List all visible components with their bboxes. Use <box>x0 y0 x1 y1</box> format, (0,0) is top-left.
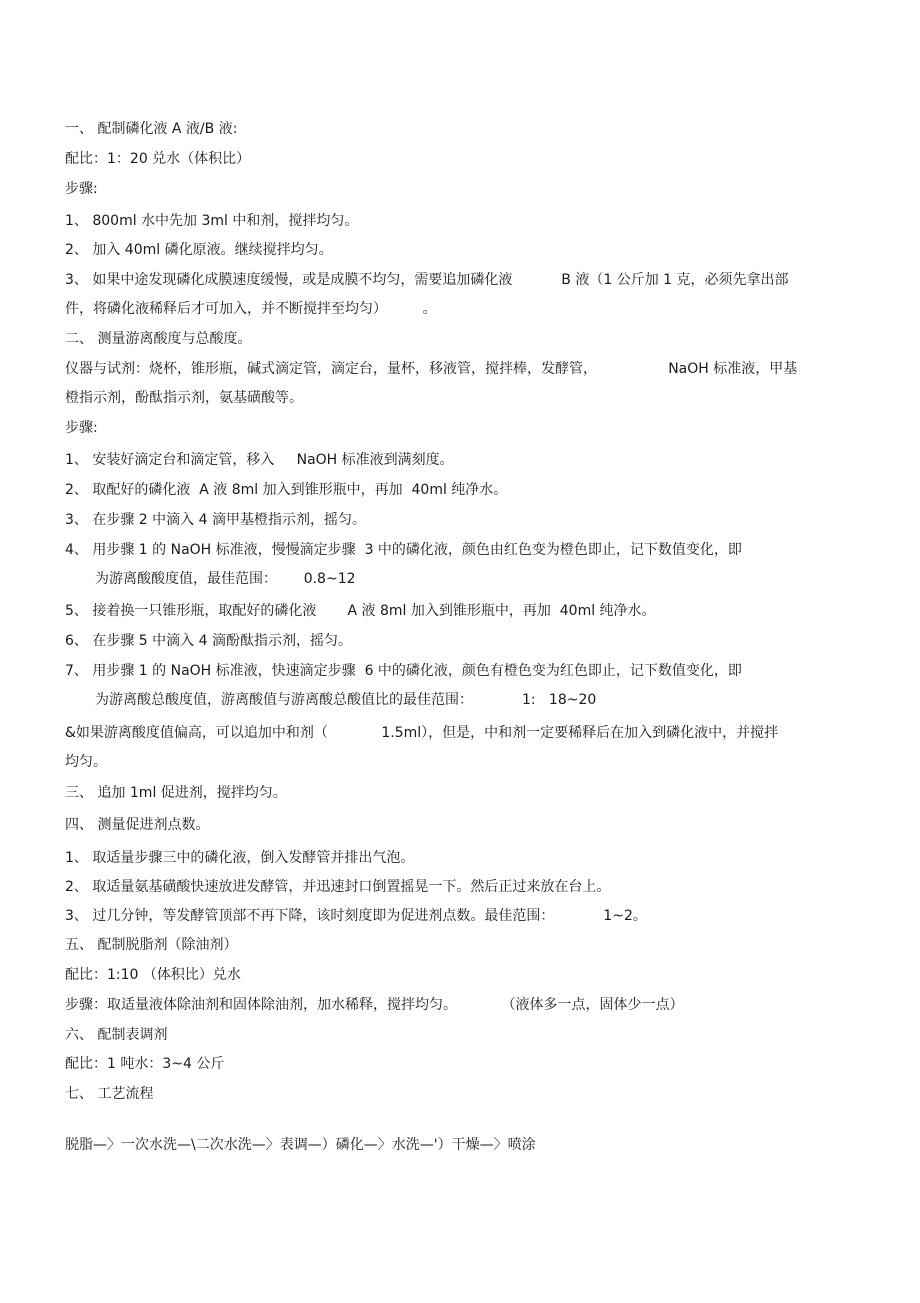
step-line: 2、 加入 40ml 磷化原液。继续搅拌均匀。 <box>65 242 333 258</box>
ratio-line: 配比：1 吨水：3~4 公斤 <box>65 1056 225 1072</box>
step-line: 1、 安装好滴定台和滴定管，移入 NaOH 标准液到满刻度。 <box>65 452 454 468</box>
step-line: 2、 取配好的磷化液 A 液 8ml 加入到锥形瓶中，再加 40ml 纯净水。 <box>65 482 508 498</box>
section-1-heading: 一、 配制磷化液 A 液/B 液: <box>65 121 238 137</box>
step-line: 7、 用步骤 1 的 NaOH 标准液，快速滴定步骤 6 中的磷化液，颜色有橙色变为红色即止，记下数值变化，即 <box>65 663 742 679</box>
step-continuation: 为游离酸酸度值，最佳范围： 0.8~12 <box>95 571 356 587</box>
step-line: 3、 在步骤 2 中滴入 4 滴甲基橙指示剂，摇匀。 <box>65 512 366 528</box>
ratio-line: 配比：1:10 （体积比）兑水 <box>65 967 241 983</box>
section-6-heading: 六、 配制表调剂 <box>65 1027 168 1043</box>
step-line: 6、 在步骤 5 中滴入 4 滴酚酞指示剂，摇匀。 <box>65 633 352 649</box>
process-flow: 脱脂—〉一次水洗—\二次水洗—〉表调—）磷化—〉水洗—'）干燥—〉喷涂 <box>65 1137 536 1153</box>
step-continuation: 件，将磷化液稀释后才可加入，并不断搅拌至均匀） 。 <box>65 301 437 317</box>
section-7-heading: 七、 工艺流程 <box>65 1086 154 1102</box>
step-line: 5、 接着换一只锥形瓶，取配好的磷化液 A 液 8ml 加入到锥形瓶中，再加 40ml 纯净水。 <box>65 603 656 619</box>
step-line: 1、 取适量步骤三中的磷化液，倒入发酵管并排出气泡。 <box>65 850 415 866</box>
steps-line: 步骤：取适量液体除油剂和固体除油剂，加水稀释，搅拌均匀。 （液体多一点，固体少一点） <box>65 997 684 1013</box>
step-line: 1、 800ml 水中先加 3ml 中和剂，搅拌均匀。 <box>65 213 359 229</box>
instruments-line: 仪器与试剂：烧杯，锥形瓶，碱式滴定管，滴定台，量杯，移液管，搅拌棒，发酵管， NaOH 标准液，甲基 <box>65 361 798 377</box>
section-3-heading: 三、 追加 1ml 促进剂，搅拌均匀。 <box>65 785 287 801</box>
section-4-heading: 四、 测量促进剂点数。 <box>65 817 210 833</box>
section-2-heading: 二、 测量游离酸度与总酸度。 <box>65 331 252 347</box>
steps-label: 步骤: <box>65 181 98 197</box>
note-line: &如果游离酸度值偏高，可以追加中和剂（ 1.5ml），但是，中和剂一定要稀释后在加入到磷化液中，并搅拌 <box>65 725 779 741</box>
steps-label: 步骤: <box>65 420 98 436</box>
note-continuation: 均匀。 <box>65 754 107 770</box>
step-line: 4、 用步骤 1 的 NaOH 标准液，慢慢滴定步骤 3 中的磷化液，颜色由红色变为橙色即止，记下数值变化，即 <box>65 542 742 558</box>
step-line: 2、 取适量氨基磺酸快速放进发酵管，并迅速封口倒置摇晃一下。然后正过来放在台上。 <box>65 879 611 895</box>
step-continuation: 为游离酸总酸度值，游离酸值与游离酸总酸值比的最佳范围： 1: 18~20 <box>95 692 597 708</box>
instruments-continuation: 橙指示剂，酚酞指示剂，氨基磺酸等。 <box>65 390 303 406</box>
step-line: 3、 如果中途发现磷化成膜速度缓慢，或是成膜不均匀，需要追加磷化液 B 液（1 公斤加 1 克，必须先拿出部 <box>65 272 789 288</box>
section-5-heading: 五、 配制脱脂剂（除油剂） <box>65 937 238 953</box>
step-line: 3、 过几分钟，等发酵管顶部不再下降，该时刻度即为促进剂点数。最佳范围： 1~2。 <box>65 908 647 924</box>
ratio-line: 配比：1：20 兑水（体积比） <box>65 151 251 167</box>
